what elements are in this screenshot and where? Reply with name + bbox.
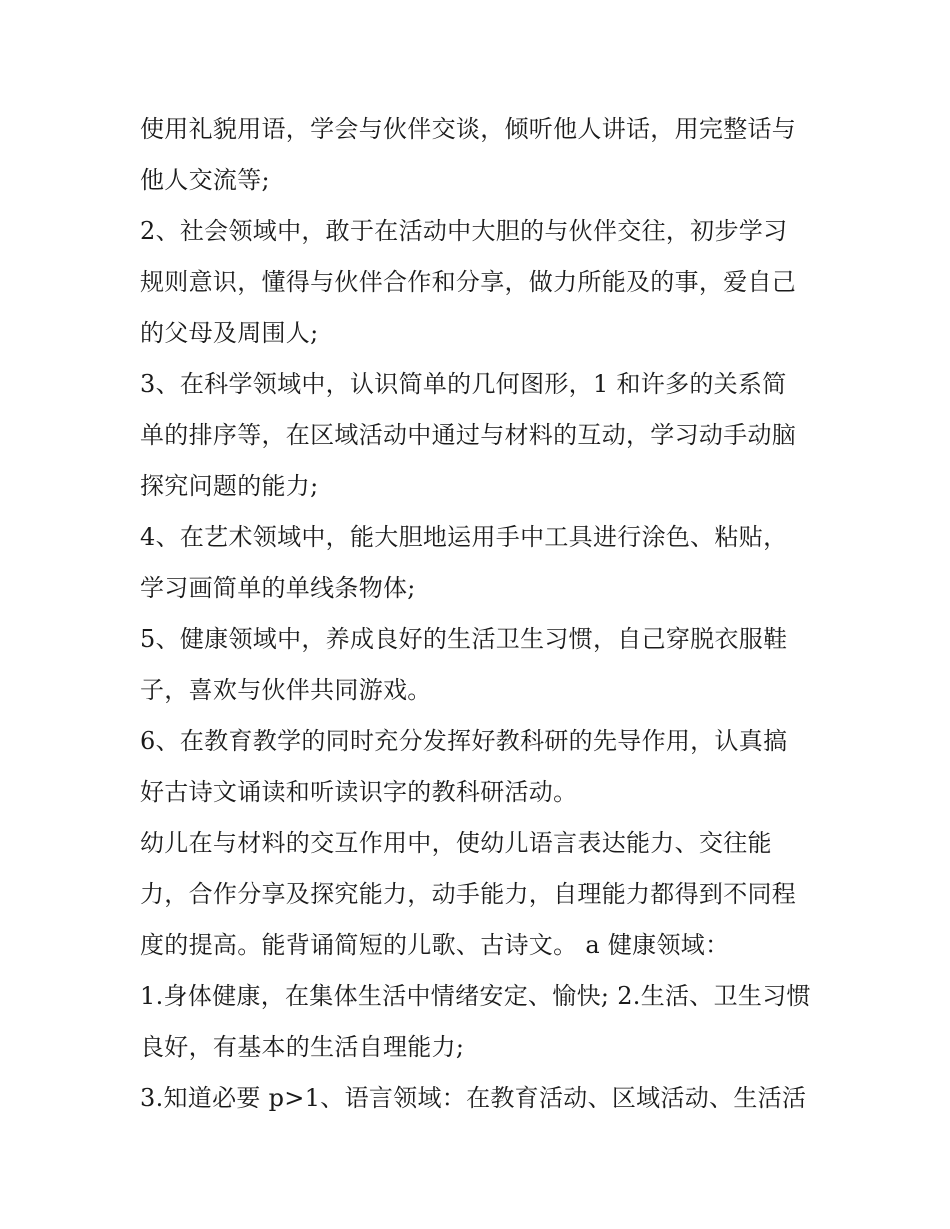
text-line: 探究问题的能力; <box>140 472 319 500</box>
text-line: 3、在科学领域中，认识简单的几何图形，1 和许多的关系简 <box>140 370 787 398</box>
text-line: 的父母及周围人; <box>140 319 319 347</box>
text-line: 2、社会领域中，敢于在活动中大胆的与伙伴交往，初步学习 <box>140 217 788 245</box>
text-line: 规则意识，懂得与伙伴合作和分享，做力所能及的事，爱自己 <box>140 268 797 296</box>
text-line: 6、在教育教学的同时充分发挥好教科研的先导作用，认真搞 <box>140 727 788 755</box>
text-line: 使用礼貌用语，学会与伙伴交谈，倾听他人讲话，用完整话与 <box>140 115 797 143</box>
text-line: 良好，有基本的生活自理能力; <box>140 1033 465 1061</box>
text-line: 学习画简单的单线条物体; <box>140 574 416 602</box>
text-line: 1.身体健康，在集体生活中情绪安定、愉快; 2.生活、卫生习惯 <box>140 982 811 1010</box>
text-line: 单的排序等，在区域活动中通过与材料的互动，学习动手动脑 <box>140 421 797 449</box>
text-line: 他人交流等; <box>140 166 270 194</box>
text-line: 幼儿在与材料的交互作用中，使幼儿语言表达能力、交往能 <box>140 829 772 857</box>
document-body <box>140 104 830 1124</box>
text-line: 度的提高。能背诵简短的儿歌、古诗文。 a 健康领域： <box>140 931 730 959</box>
text-line: 3.知道必要 p>1、语言领域：在教育活动、区域活动、生活活 <box>140 1084 807 1112</box>
text-line: 子，喜欢与伙伴共同游戏。 <box>140 676 432 704</box>
text-line: 5、健康领域中，养成良好的生活卫生习惯，自己穿脱衣服鞋 <box>140 625 788 653</box>
text-line: 好古诗文诵读和听读识字的教科研活动。 <box>140 778 578 806</box>
text-line: 力，合作分享及探究能力，动手能力，自理能力都得到不同程 <box>140 880 797 908</box>
text-line: 4、在艺术领域中，能大胆地运用手中工具进行涂色、粘贴， <box>140 523 788 551</box>
